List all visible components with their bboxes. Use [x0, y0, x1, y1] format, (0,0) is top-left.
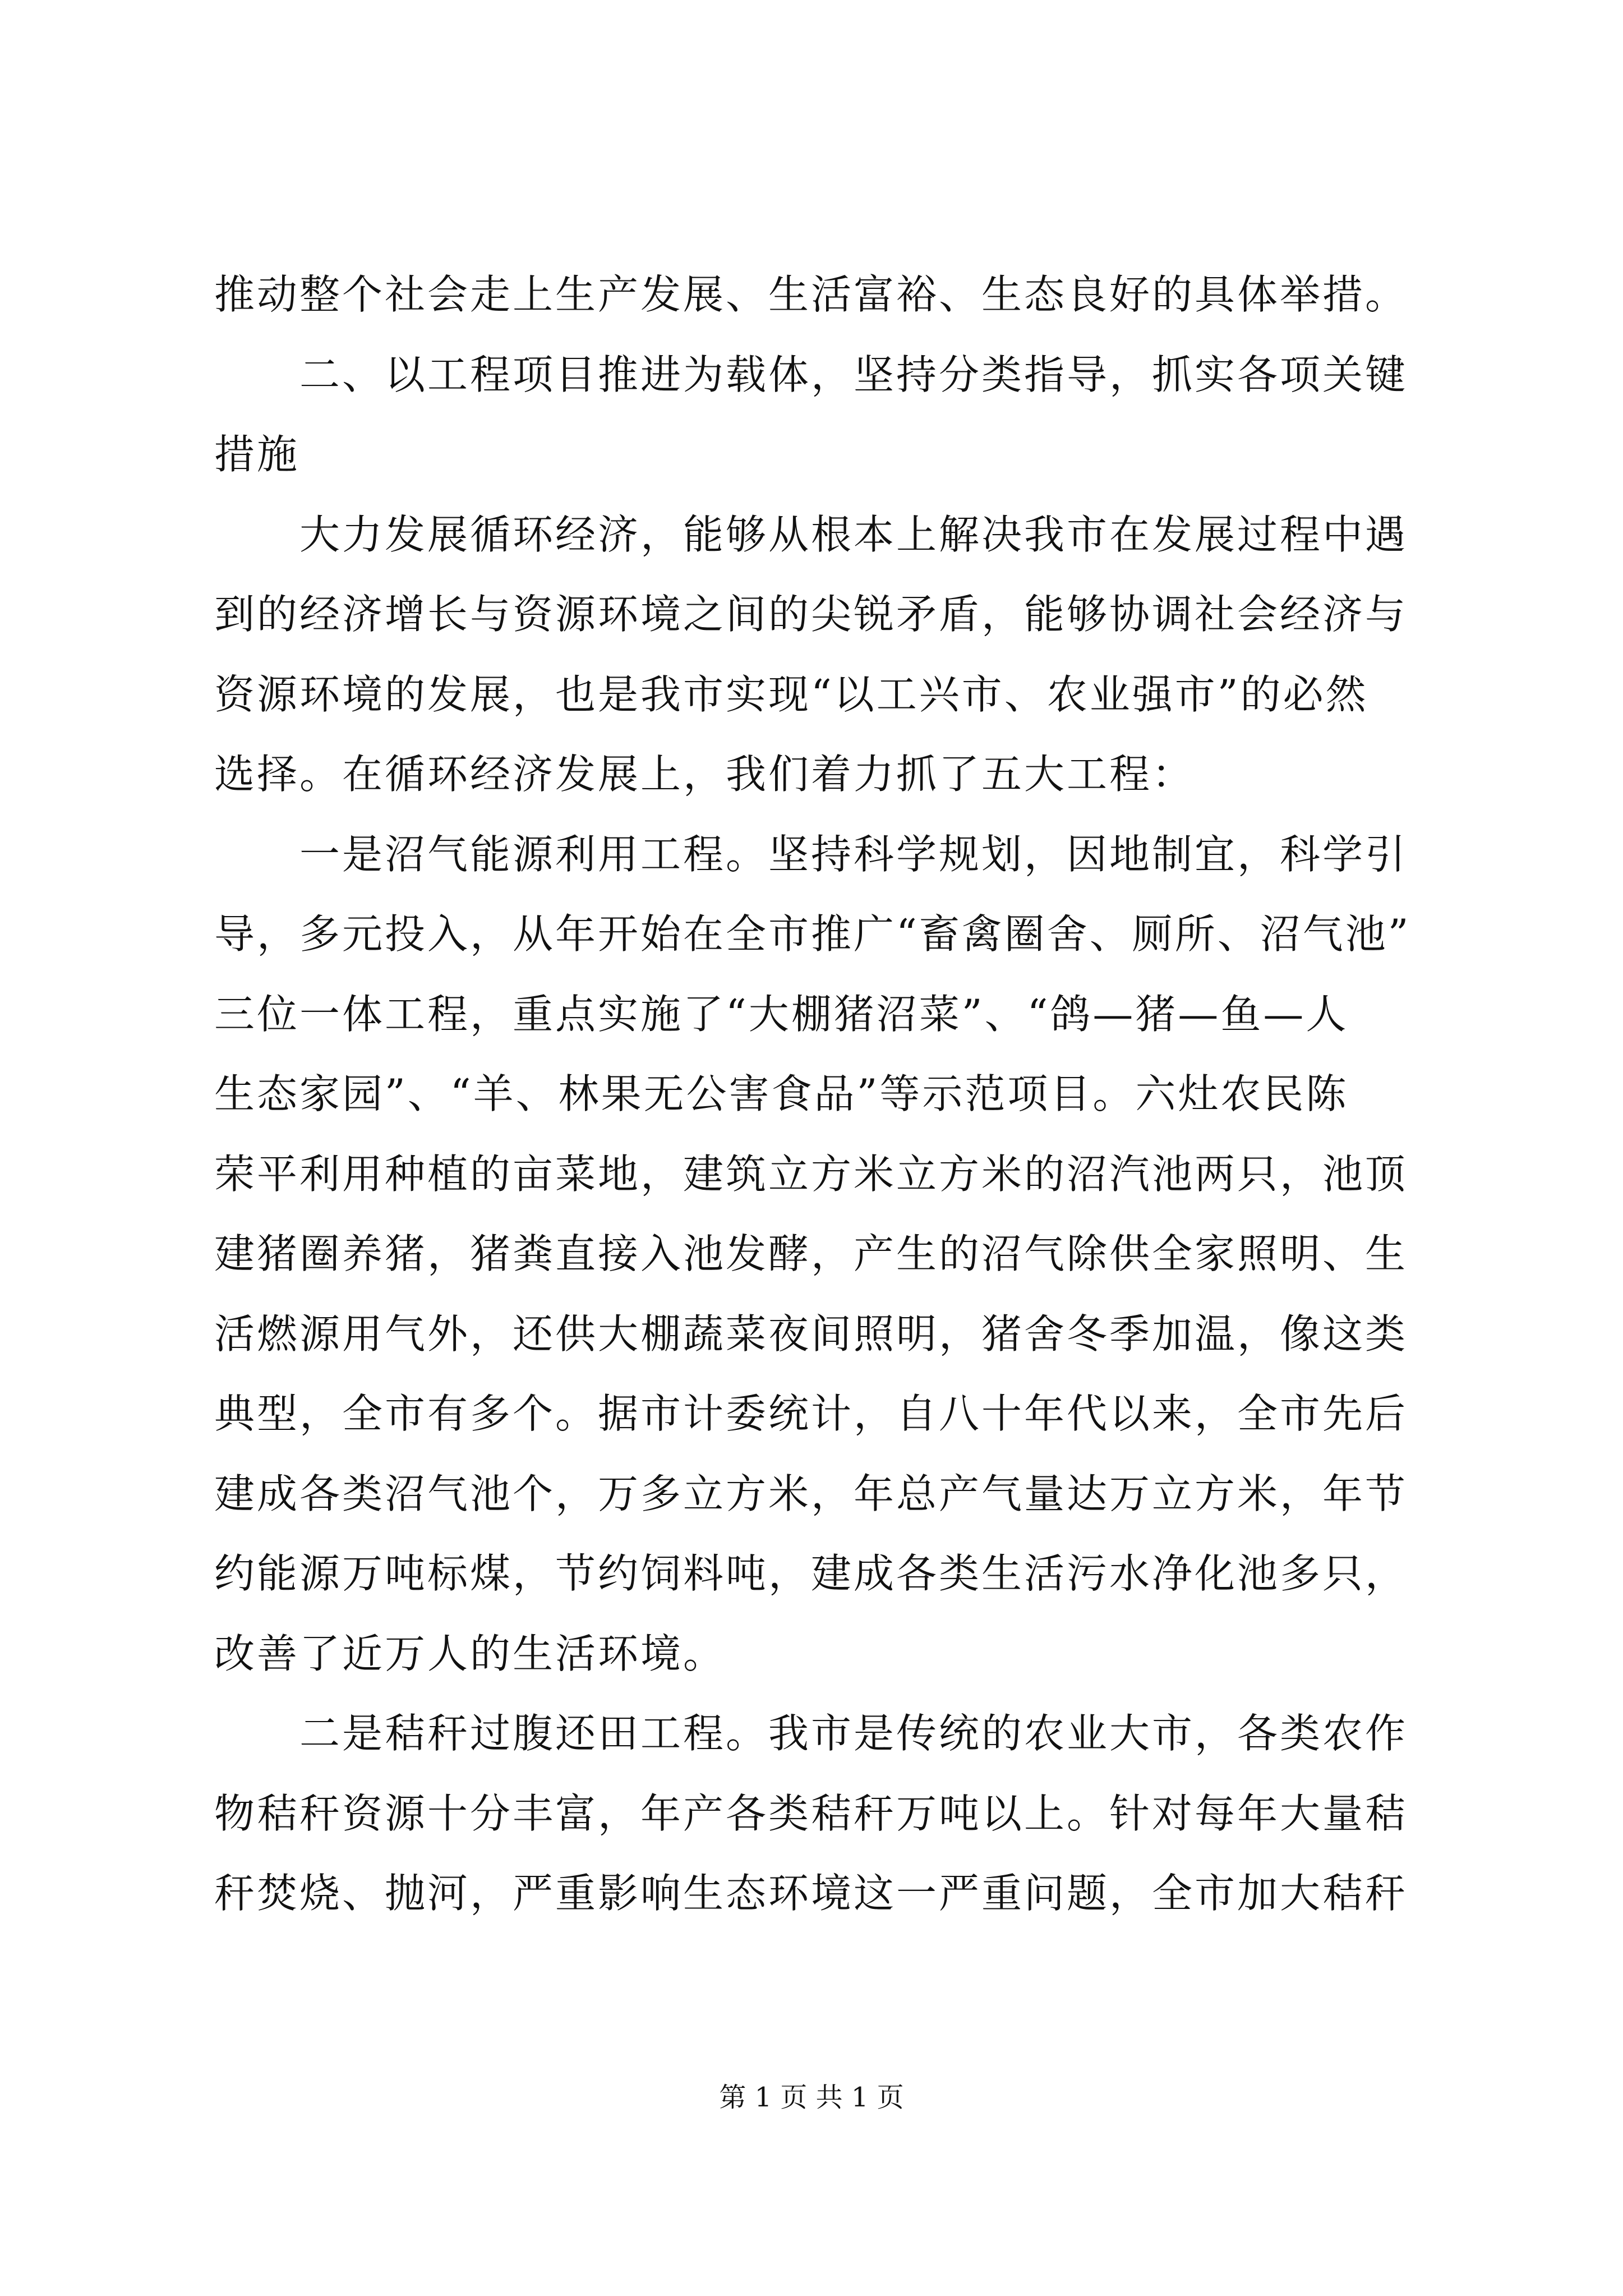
text-line: 资源环境的发展，也是我市实现“以工兴市、农业强市”的必然 [214, 670, 1368, 718]
text-line: 约能源万吨标煤，节约饲料吨，建成各类生活污水净化池多只， [214, 1550, 1408, 1597]
text-line: 秆焚烧、抛河，严重影响生态环境这一严重问题，全市加大秸秆 [214, 1870, 1408, 1917]
text-line: 大力发展循环经济，能够从根本上解决我市在发展过程中遇 [214, 510, 1408, 558]
page-number-footer: 第 1 页 共 1 页 [719, 2082, 904, 2113]
text-line: 三位一体工程，重点实施了“大棚猪沼菜”、“鸽—猪—鱼—人 [214, 990, 1349, 1038]
text-line: 一是沼气能源利用工程。坚持科学规划，因地制宜，科学引 [214, 830, 1408, 878]
text-line: 建猪圈养猪，猪粪直接入池发酵，产生的沼气除供全家照明、生 [214, 1230, 1408, 1277]
text-line: 荣平利用种植的亩菜地，建筑立方米立方米的沼汽池两只，池顶 [214, 1150, 1408, 1198]
text-line: 生态家园”、“羊、林果无公害食品”等示范项目。六灶农民陈 [214, 1070, 1349, 1117]
section-heading-line: 措施 [214, 431, 300, 478]
text-line: 推动整个社会走上生产发展、生活富裕、生态良好的具体举措。 [214, 271, 1408, 318]
text-line: 建成各类沼气池个，万多立方米，年总产气量达万立方米，年节 [214, 1470, 1408, 1517]
text-line: 物秸秆资源十分丰富，年产各类秸秆万吨以上。针对每年大量秸 [214, 1789, 1408, 1837]
section-heading-line: 二、以工程项目推进为载体，坚持分类指导，抓实各项关键 [214, 351, 1408, 398]
text-line: 改善了近万人的生活环境。 [214, 1630, 726, 1677]
text-line: 二是秸秆过腹还田工程。我市是传统的农业大市，各类农作 [214, 1710, 1408, 1757]
text-line: 选择。在循环经济发展上，我们着力抓了五大工程： [214, 751, 1195, 798]
text-line: 活燃源用气外，还供大棚蔬菜夜间照明，猪舍冬季加温，像这类 [214, 1310, 1408, 1358]
text-line: 到的经济增长与资源环境之间的尖锐矛盾，能够协调社会经济与 [214, 591, 1408, 638]
text-line: 典型，全市有多个。据市计委统计，自八十年代以来，全市先后 [214, 1390, 1408, 1437]
document-body [214, 255, 1426, 1934]
text-line: 导，多元投入，从年开始在全市推广“畜禽圈舍、厕所、沼气池” [214, 910, 1411, 958]
